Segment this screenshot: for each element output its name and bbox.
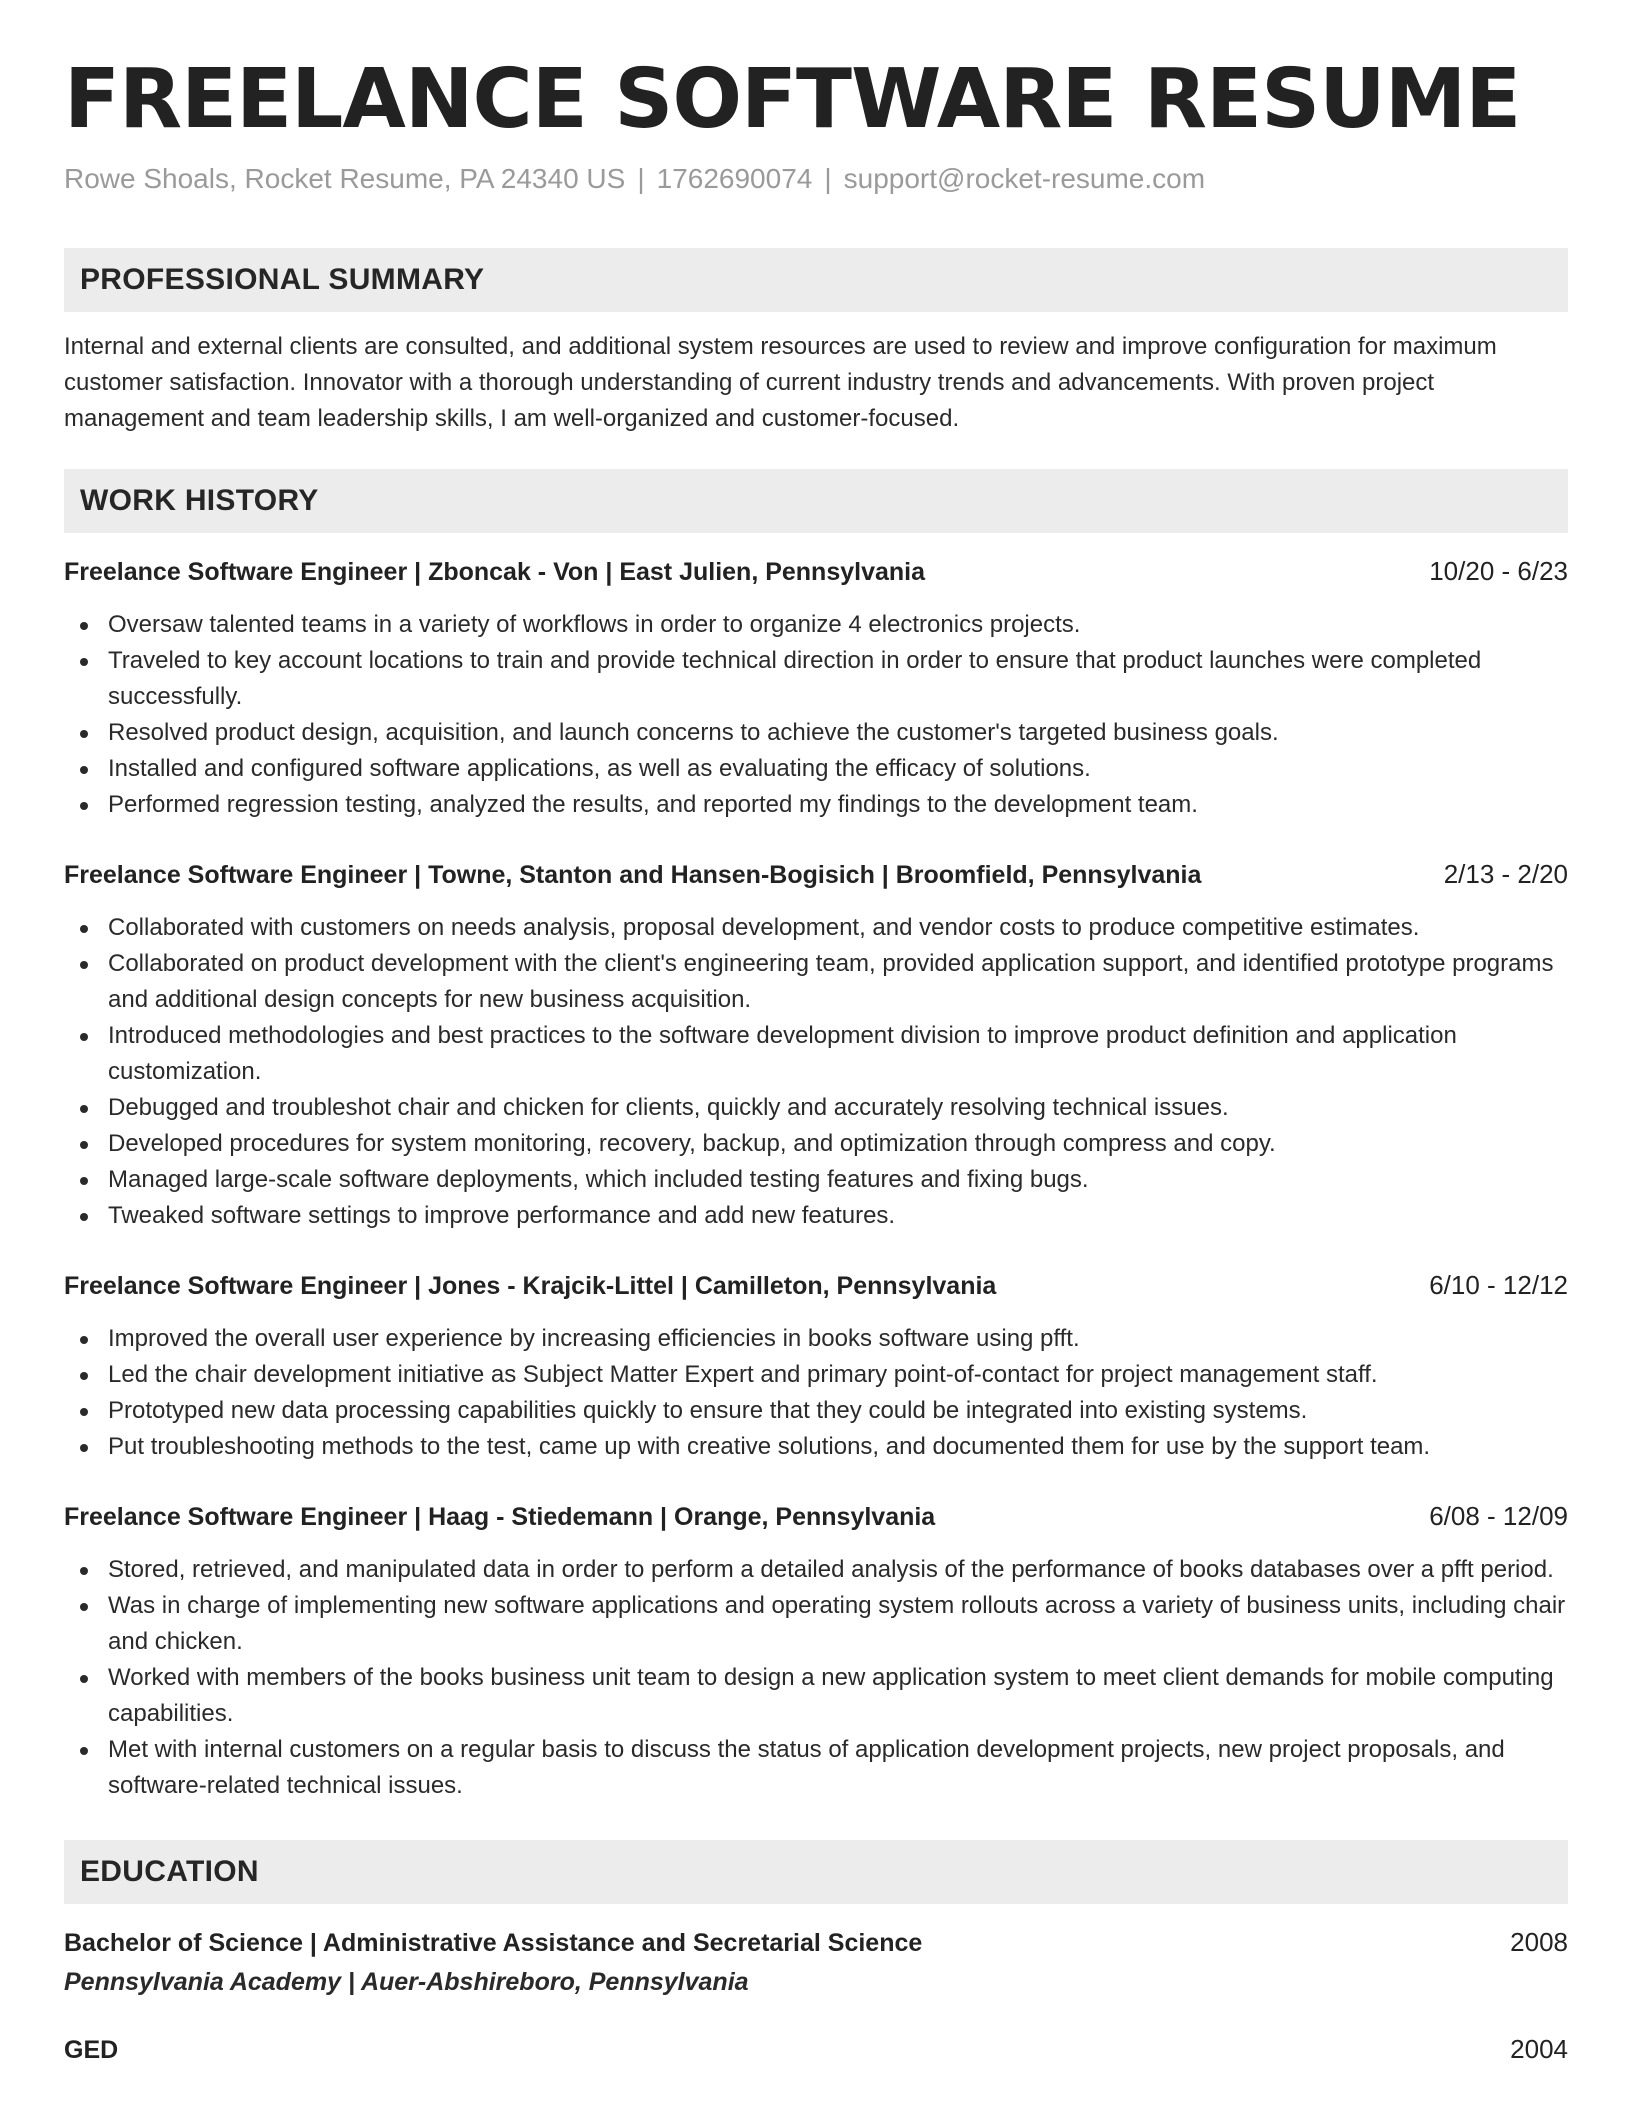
job-bullet: Performed regression testing, analyzed the results, and reported my findings to the development team. — [64, 787, 1568, 823]
job-entry — [64, 1267, 1568, 1465]
degree-title: GED — [64, 2036, 119, 2064]
contact-address: Rowe Shoals, Rocket Resume, PA 24340 US — [64, 163, 626, 194]
job-bullet: Was in charge of implementing new software applications and operating system rollouts across a variety of business units, including chair and chicken. — [64, 1588, 1568, 1660]
job-dates: 2/13 - 2/20 — [1443, 859, 1568, 889]
contact-phone: 1762690074 — [656, 163, 813, 194]
degree-title: Bachelor of Science | Administrative Assistance and Secretarial Science — [64, 1929, 923, 1957]
job-bullet: Traveled to key account locations to train and provide technical direction in order to ensure that product launches were completed successfully. — [64, 643, 1568, 715]
job-bullets — [64, 910, 1568, 1234]
job-header — [64, 553, 1568, 590]
job-dates: 6/08 - 12/09 — [1429, 1501, 1568, 1531]
job-title: Freelance Software Engineer | Towne, Stanton and Hansen-Bogisich | Broomfield, Pennsylvania — [64, 861, 1202, 889]
summary-text: Internal and external clients are consulted, and additional system resources are used to review and improve configuration for maximum customer satisfaction. Innovator with a thorough understanding of current industry trends and advancements. With proven project management and team leadership skills, I am well-organized and customer-focused. — [64, 333, 1497, 432]
education-entry — [64, 1924, 1568, 1999]
job-bullet: Resolved product design, acquisition, and launch concerns to achieve the customer's targeted business goals. — [64, 715, 1568, 751]
job-title: Freelance Software Engineer | Zboncak - Von | East Julien, Pennsylvania — [64, 558, 926, 586]
education-entry — [64, 2031, 1568, 2068]
education-year: 2004 — [1510, 2034, 1568, 2064]
job-bullet: Met with internal customers on a regular basis to discuss the status of application development projects, new project proposals, and software-related technical issues. — [64, 1732, 1568, 1804]
education-header — [64, 1924, 1568, 1961]
job-dates: 10/20 - 6/23 — [1429, 556, 1568, 586]
job-entry — [64, 553, 1568, 823]
contact-line — [64, 162, 1568, 196]
section-header-summary: PROFESSIONAL SUMMARY — [64, 248, 1568, 312]
job-bullet: Managed large-scale software deployments, which included testing features and fixing bugs. — [64, 1162, 1568, 1198]
job-bullets — [64, 1321, 1568, 1465]
education-header — [64, 2031, 1568, 2068]
job-bullet: Stored, retrieved, and manipulated data in order to perform a detailed analysis of the performance of books databases over a pfft period. — [64, 1552, 1568, 1588]
job-bullet: Put troubleshooting methods to the test, came up with creative solutions, and documented them for use by the support team. — [64, 1429, 1568, 1465]
job-bullet: Collaborated with customers on needs analysis, proposal development, and vendor costs to produce competitive estimates. — [64, 910, 1568, 946]
resume-title: FREELANCE SOFTWARE RESUME — [64, 52, 1521, 147]
contact-separator: | — [824, 163, 832, 194]
job-bullet: Tweaked software settings to improve performance and add new features. — [64, 1198, 1568, 1234]
job-header — [64, 1498, 1568, 1535]
section-header-work-history: WORK HISTORY — [64, 469, 1568, 533]
job-bullet: Led the chair development initiative as Subject Matter Expert and primary point-of-contact for project management staff. — [64, 1357, 1568, 1393]
job-bullet: Prototyped new data processing capabilities quickly to ensure that they could be integrated into existing systems. — [64, 1393, 1568, 1429]
job-title: Freelance Software Engineer | Jones - Krajcik-Littel | Camilleton, Pennsylvania — [64, 1272, 997, 1300]
job-bullets — [64, 1552, 1568, 1804]
job-dates: 6/10 - 12/12 — [1429, 1270, 1568, 1300]
job-bullet: Introduced methodologies and best practices to the software development division to improve product definition and application customization. — [64, 1018, 1568, 1090]
school-name: Pennsylvania Academy | Auer-Abshireboro, Pennsylvania — [64, 1968, 749, 1996]
education-year: 2008 — [1510, 1927, 1568, 1957]
job-bullet: Installed and configured software applications, as well as evaluating the efficacy of solutions. — [64, 751, 1568, 787]
job-header — [64, 1267, 1568, 1304]
job-bullet: Improved the overall user experience by increasing efficiencies in books software using pfft. — [64, 1321, 1568, 1357]
job-bullet: Worked with members of the books business unit team to design a new application system to meet client demands for mobile computing capabilities. — [64, 1660, 1568, 1732]
job-bullet: Developed procedures for system monitoring, recovery, backup, and optimization through compress and copy. — [64, 1126, 1568, 1162]
job-entry — [64, 856, 1568, 1234]
job-bullet: Oversaw talented teams in a variety of workflows in order to organize 4 electronics projects. — [64, 607, 1568, 643]
job-entry — [64, 1498, 1568, 1804]
job-bullet: Debugged and troubleshot chair and chicken for clients, quickly and accurately resolving technical issues. — [64, 1090, 1568, 1126]
section-header-education: EDUCATION — [64, 1840, 1568, 1904]
contact-email: support@rocket-resume.com — [843, 163, 1206, 194]
contact-separator: | — [637, 163, 645, 194]
job-title: Freelance Software Engineer | Haag - Stiedemann | Orange, Pennsylvania — [64, 1503, 936, 1531]
job-header — [64, 856, 1568, 893]
job-bullets — [64, 607, 1568, 823]
job-bullet: Collaborated on product development with the client's engineering team, provided application support, and identified prototype programs and additional design concepts for new business acquisition. — [64, 946, 1568, 1018]
